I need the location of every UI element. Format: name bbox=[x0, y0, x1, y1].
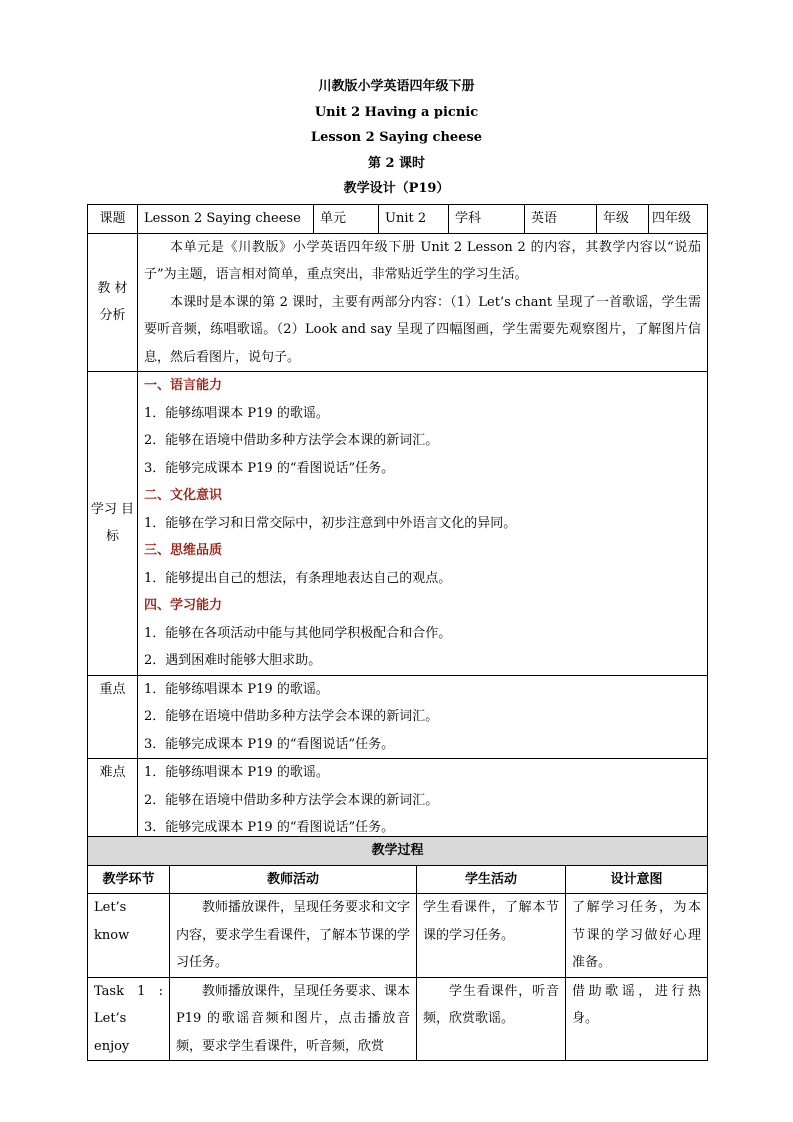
unit-label: 单元 bbox=[314, 205, 379, 234]
goals-section-learning: 四、学习能力 bbox=[144, 598, 223, 613]
student-activity-cell: 学生看课件，了解本节课的学习任务。 bbox=[417, 894, 566, 978]
process-banner: 教学过程 bbox=[88, 837, 708, 866]
material-content bbox=[138, 233, 708, 372]
column-header-stage: 教学环节 bbox=[88, 865, 170, 894]
teacher-activity-cell: 教师播放课件，呈现任务要求、课本 P19 的歌谣音频和图片，点击播放音频，要求学生看课件，听音频，欣赏 bbox=[170, 977, 417, 1061]
header-lesson-title: Lesson 2 Saying cheese bbox=[310, 130, 483, 145]
grade-value: 四年级 bbox=[649, 205, 708, 234]
material-row bbox=[88, 233, 708, 372]
goals-row bbox=[88, 372, 708, 676]
goal-item: 1．能够提出自己的想法，有条理地表达自己的观点。 bbox=[144, 570, 452, 586]
material-paragraph-1: 本单元是《川教版》小学英语四年级下册 Unit 2 Lesson 2 的内容，其教学内容以“说茄子”为主题，语言相对简单，重点突出，非常贴近学生的学习生活。 bbox=[144, 239, 701, 282]
key-point-item: 2．能够在语境中借助多种方法学会本课的新词汇。 bbox=[144, 709, 439, 724]
header-period: 第 2 课时 bbox=[367, 155, 426, 171]
column-header-student: 学生活动 bbox=[417, 865, 566, 894]
difficult-points-label: 难点 bbox=[88, 759, 138, 843]
difficult-point-item: 3．能够完成课本 P19 的“看图说话”任务。 bbox=[144, 820, 395, 835]
difficult-points-content bbox=[138, 759, 708, 843]
process-banner-row bbox=[88, 837, 708, 866]
info-row bbox=[88, 205, 708, 234]
subject-value: 英语 bbox=[525, 205, 597, 234]
design-intent-cell: 了解学习任务，为本节课的学习做好心理准备。 bbox=[566, 894, 708, 978]
grade-label: 年级 bbox=[597, 205, 649, 234]
goal-item: 1．能够在各项活动中能与其他同学积极配合和合作。 bbox=[144, 625, 452, 641]
goal-item: 2．遇到困难时能够大胆求助。 bbox=[144, 653, 322, 668]
material-paragraph-2: 本课时是本课的第 2 课时，主要有两部分内容：（1）Let’s chant 呈现了一首歌谣，学生需要听音频，练唱歌谣。（2）Look and say 呈现了四幅图画，学生需要先观察图片，了解图片信息，然后看图片，说句子。 bbox=[144, 294, 701, 365]
goals-section-thinking: 三、思维品质 bbox=[144, 543, 223, 558]
key-points-content bbox=[138, 675, 708, 759]
difficult-point-item: 2．能够在语境中借助多种方法学会本课的新词汇。 bbox=[144, 792, 439, 808]
material-label bbox=[88, 233, 138, 372]
table-row bbox=[88, 977, 708, 1061]
goals-section-culture: 二、文化意识 bbox=[144, 488, 223, 503]
key-points-label: 重点 bbox=[88, 675, 138, 759]
subject-label: 学科 bbox=[449, 205, 525, 234]
header-design-title: 教学设计（P19） bbox=[343, 181, 450, 196]
goal-item: 2．能够在语境中借助多种方法学会本课的新词汇。 bbox=[144, 433, 439, 448]
header-unit-title: Unit 2 Having a picnic bbox=[314, 104, 479, 120]
column-header-intent: 设计意图 bbox=[566, 865, 708, 894]
unit-value: Unit 2 bbox=[379, 205, 449, 234]
lesson-info-table bbox=[87, 204, 708, 843]
key-point-item: 3．能够完成课本 P19 的“看图说话”任务。 bbox=[144, 736, 395, 752]
topic-value: Lesson 2 Saying cheese bbox=[138, 205, 314, 234]
document-header bbox=[0, 74, 793, 202]
material-label-text: 教 材 分析 bbox=[97, 281, 128, 324]
goals-content bbox=[138, 372, 708, 676]
goal-item: 1．能够练唱课本 P19 的歌谣。 bbox=[144, 405, 329, 421]
stage-cell: Task 1 : Let’s enjoy bbox=[88, 977, 170, 1061]
difficult-point-item: 1．能够练唱课本 P19 的歌谣。 bbox=[144, 765, 329, 780]
stage-cell: Let’s know bbox=[88, 894, 170, 978]
goal-item: 1．能够在学习和日常交际中，初步注意到中外语言文化的异同。 bbox=[144, 515, 517, 531]
header-book-title: 川教版小学英语四年级下册 bbox=[318, 79, 475, 94]
table-row bbox=[88, 894, 708, 978]
topic-label: 课题 bbox=[88, 205, 138, 234]
design-intent-cell: 借助歌谣，进行热身。 bbox=[566, 977, 708, 1061]
column-header-teacher: 教师活动 bbox=[170, 865, 417, 894]
student-activity-cell: 学生看课件，听音频，欣赏歌谣。 bbox=[417, 977, 566, 1061]
key-points-row bbox=[88, 675, 708, 759]
process-header-row bbox=[88, 865, 708, 894]
key-point-item: 1．能够练唱课本 P19 的歌谣。 bbox=[144, 681, 329, 697]
goals-section-language: 一、语言能力 bbox=[144, 378, 223, 393]
teacher-activity-cell: 教师播放课件，呈现任务要求和文字内容，要求学生看课件，了解本节课的学习任务。 bbox=[170, 894, 417, 978]
difficult-points-row bbox=[88, 759, 708, 843]
goals-label bbox=[88, 372, 138, 676]
goals-label-text: 学习 目标 bbox=[90, 502, 135, 545]
goal-item: 3．能够完成课本 P19 的“看图说话”任务。 bbox=[144, 460, 395, 476]
teaching-process-table bbox=[87, 836, 708, 1061]
